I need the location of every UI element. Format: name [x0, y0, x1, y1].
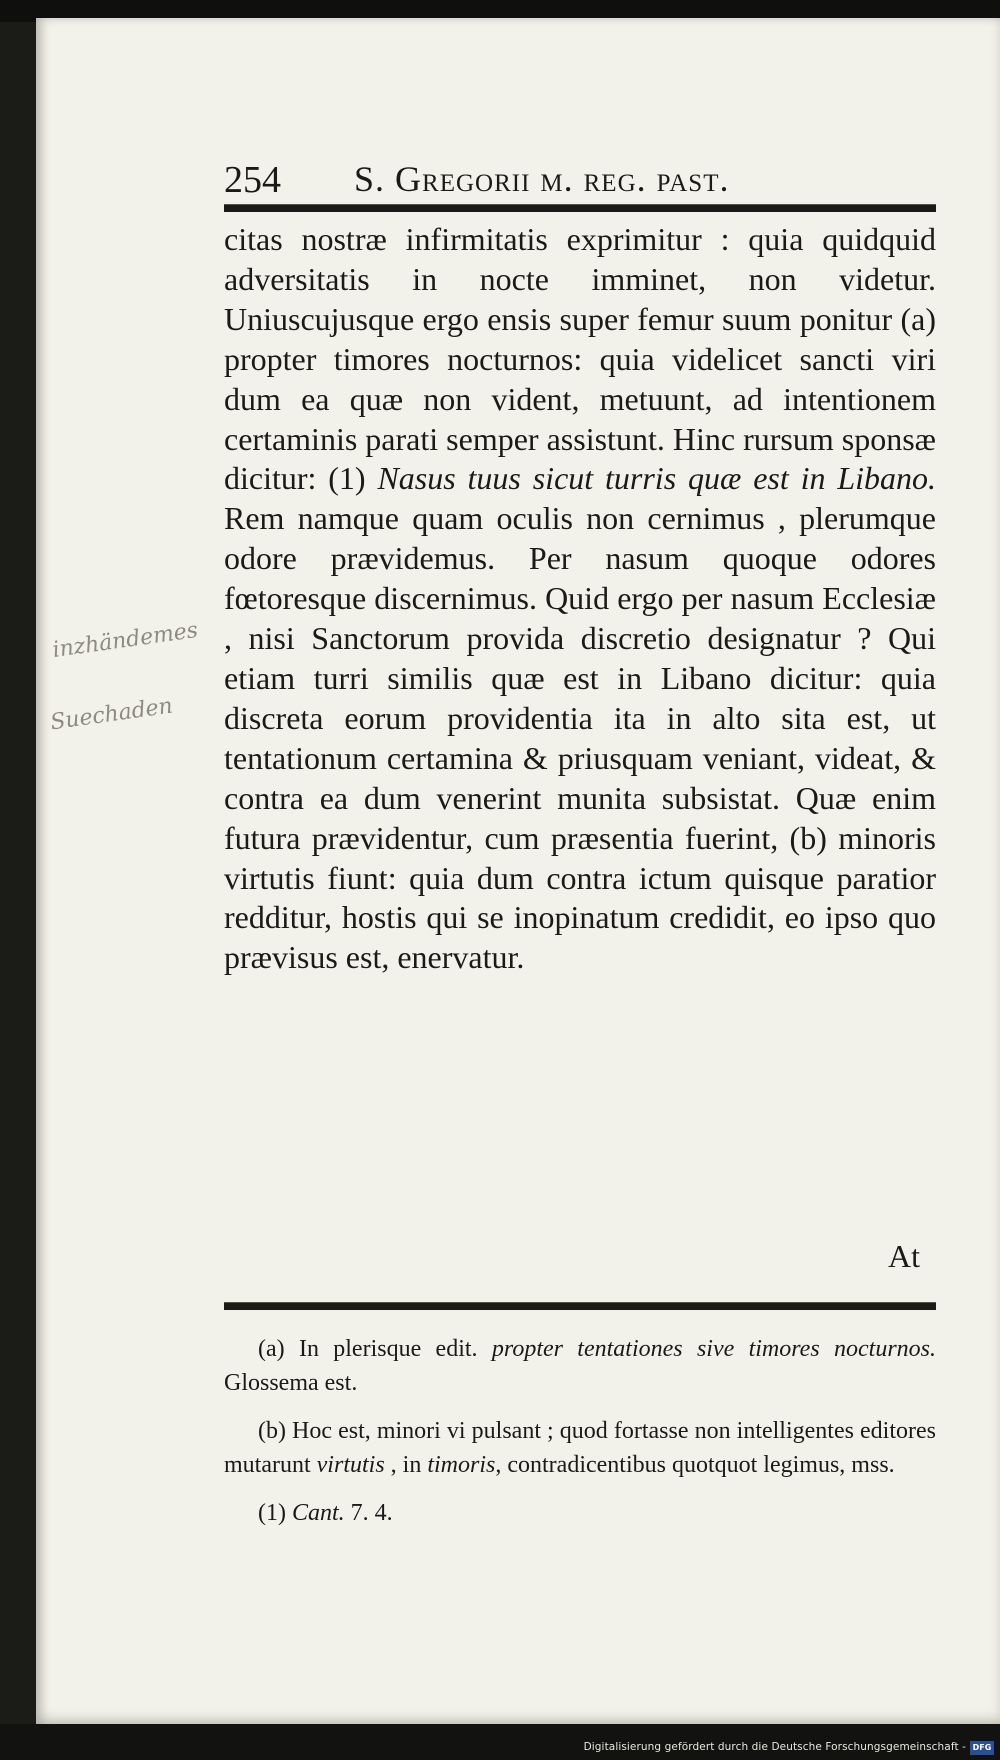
digitization-credit: Digitalisierung gefördert durch die Deutsche Forschungsgemeinschaft -	[583, 1741, 966, 1753]
catchword: At	[888, 1238, 920, 1274]
italic-text: timoris	[427, 1452, 496, 1478]
scan-footer-bar	[0, 1724, 1000, 1760]
footnote-rule	[224, 1302, 936, 1310]
footnote	[224, 1414, 936, 1482]
text-run: (b) Hoc est, minori vi pulsant ; quod fortasse non intelligentes editores mutarunt	[224, 1418, 936, 1478]
text-run: , in	[384, 1452, 428, 1478]
page-number: 254	[224, 159, 281, 201]
header-rule	[224, 204, 936, 212]
dfg-logo: DFG	[970, 1741, 994, 1755]
italic-text: Nasus tuus sicut turris quæ est in Libano.	[377, 460, 937, 497]
text-run: 7. 4.	[344, 1500, 393, 1526]
running-head: S. Gregorii m. reg. past.	[354, 159, 730, 199]
text-run: (1)	[258, 1500, 292, 1526]
text-run: citas nostræ infirmitatis exprimitur : quia quidquid adversitatis in nocte imminet, non videtur. Uniuscujusque ergo ensis super femur suum ponitur (a) propter timores nocturnos: quia videlicet sancti viri dum ea quæ non vident, metuunt, ad intentionem certaminis parati semper assistunt. Hinc rursum sponsæ dicitur: (1)	[224, 221, 936, 497]
text-run: Rem namque quam oculis non cernimus , plerumque odore prævidemus. Per nasum quoque odores fœtoresque discernimus. Quid ergo per nasum Ecclesiæ , nisi Sanctorum provida discretio designatur ? Qui etiam turri similis quæ est in Libano dicitur: quia discreta eorum providentia ita in alto sita est, ut tentationum certamina & priusquam veniant, videat, & contra ea dum venerint munita subsistat. Quæ enim futura prævidentur, cum præsentia fuerint, (b) minoris virtutis fiunt: quia dum contra ictum quisque paratior redditur, hostis qui se inopinatum credidit, eo ipso quo prævisus est, enervatur.	[224, 500, 936, 976]
text-run: Glossema est.	[224, 1370, 358, 1396]
italic-text: virtutis	[316, 1452, 385, 1478]
italic-text: propter tentationes sive timores nocturnos.	[491, 1336, 936, 1362]
italic-text: Cant.	[291, 1500, 345, 1526]
text-run: (a) In plerisque edit.	[258, 1336, 492, 1362]
footnote	[224, 1332, 936, 1400]
footnotes	[224, 1332, 936, 1544]
text-run: , contradicentibus quotquot legimus, mss.	[495, 1452, 895, 1478]
margin-note: inzhändemes	[50, 617, 200, 664]
margin-note: Suechaden	[48, 693, 175, 736]
body-paragraph	[224, 220, 936, 978]
main-text	[224, 220, 936, 978]
page-header	[188, 156, 938, 206]
footnote	[224, 1496, 936, 1530]
